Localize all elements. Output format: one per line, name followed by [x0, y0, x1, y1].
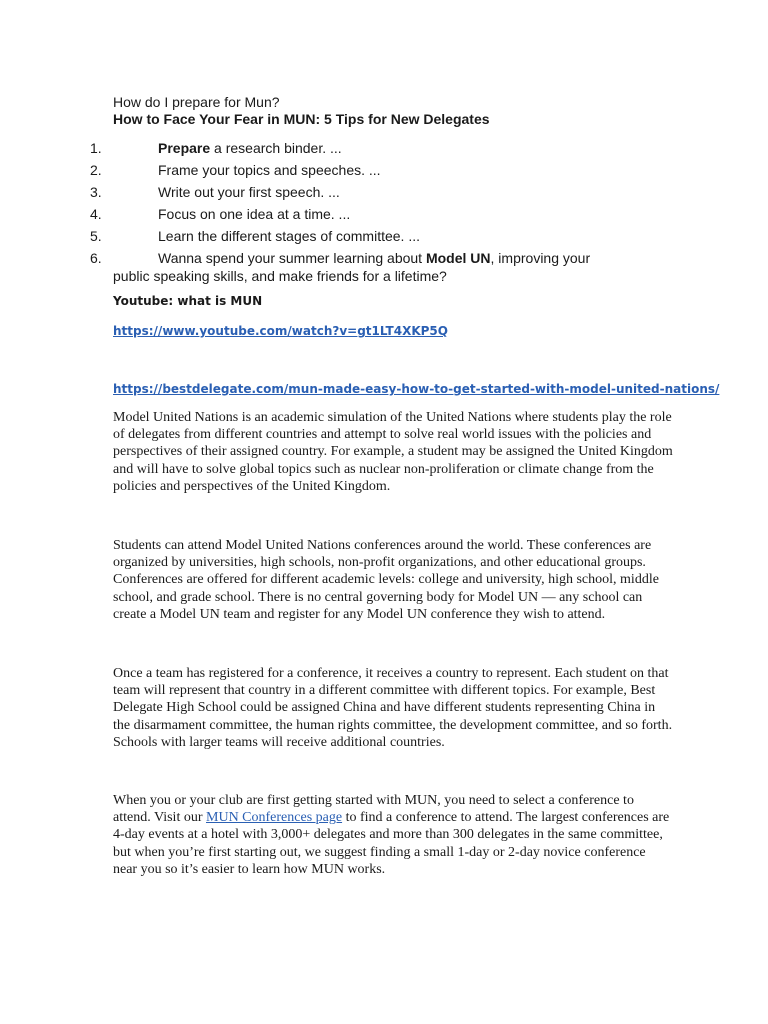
- list-text-start: Wanna spend your summer learning about: [158, 250, 426, 266]
- list-text-continuation: public speaking skills, and make friends for a lifetime?: [113, 268, 447, 284]
- paragraph-intro: Model United Nations is an academic simulation of the United Nations where students play the role of delegates from different countries and attempt to solve real world issues with the policies and perspectives of their assigned country. For example, a student may be assigned the United Kingdom and will have to solve global topics such as nuclear non-proliferation or climate change from the policies and perspectives of the United Kingdom.: [113, 410, 673, 494]
- list-number: 4.: [90, 206, 102, 222]
- paragraph-text: to find a conference to attend. The largest conferences are 4-day events at a hotel with 3,000+ delegates and more than 300 delegates in the same committee, but when you’re first starting out, we suggest finding a small 1-day or 2-day novice conference near you so it’s easier to learn how MUN works.: [113, 810, 670, 877]
- paragraph-conferences: Students can attend Model United Nations conferences around the world. These conferences are organized by universities, high schools, non-profit organizations, and other educational groups. Conferences are offered for different academic levels: college and university, high school, middle school, and grade school. There is no central governing body for Model UN — any school can create a Model UN team and register for any Model UN conference they wish to attend.: [113, 538, 659, 622]
- paragraph-teams: Once a team has registered for a conference, it receives a country to represent. Each student on that team will represent that country in a different committee with different topics. For example, Best Delegate High School could be assigned China and have different students representing China in the disarmament committee, the human rights committee, the development committee, and so forth. Schools with larger teams will receive additional countries.: [113, 666, 673, 750]
- bold-text: Model UN: [425, 250, 491, 266]
- list-number: 5.: [90, 228, 102, 244]
- list-item: [90, 161, 650, 183]
- list-number: 2.: [90, 162, 102, 178]
- list-text-rest: a research binder. ...: [210, 140, 342, 156]
- list-text: Write out your first speech. ...: [158, 184, 340, 200]
- bestdelegate-link[interactable]: https://bestdelegate.com/mun-made-easy-how-to-get-started-with-model-united-nations/: [113, 382, 720, 396]
- list-text-end: , improving your: [490, 250, 591, 266]
- list-item: [90, 183, 650, 205]
- list-number: 3.: [90, 184, 102, 200]
- youtube-label: Youtube: what is MUN: [113, 294, 263, 308]
- list-number: 6.: [90, 250, 102, 266]
- list-text: [158, 139, 342, 157]
- list-text: [158, 249, 590, 267]
- article-heading: How to Face Your Fear in MUN: 5 Tips for New Delegates: [113, 111, 490, 127]
- question-title: How do I prepare for Mun?: [113, 94, 280, 110]
- list-text: Focus on one idea at a time. ...: [158, 206, 351, 222]
- tips-list: [90, 139, 650, 284]
- list-text: Frame your topics and speeches. ...: [158, 162, 381, 178]
- list-item: [90, 205, 650, 227]
- list-item: [90, 227, 650, 249]
- mun-conferences-link[interactable]: MUN Conferences page: [206, 810, 343, 826]
- list-number: 1.: [90, 140, 102, 156]
- youtube-link[interactable]: https://www.youtube.com/watch?v=gt1LT4XKP5Q: [113, 324, 448, 338]
- list-item: [90, 249, 650, 284]
- bold-text: Prepare: [158, 140, 211, 156]
- list-text: Learn the different stages of committee. ...: [158, 228, 420, 244]
- paragraph-getting-started: [113, 792, 673, 878]
- paragraph-text: When you or your club are first getting started with MUN, you need to select a conference to attend. Visit our: [113, 793, 634, 826]
- list-item: [90, 139, 650, 161]
